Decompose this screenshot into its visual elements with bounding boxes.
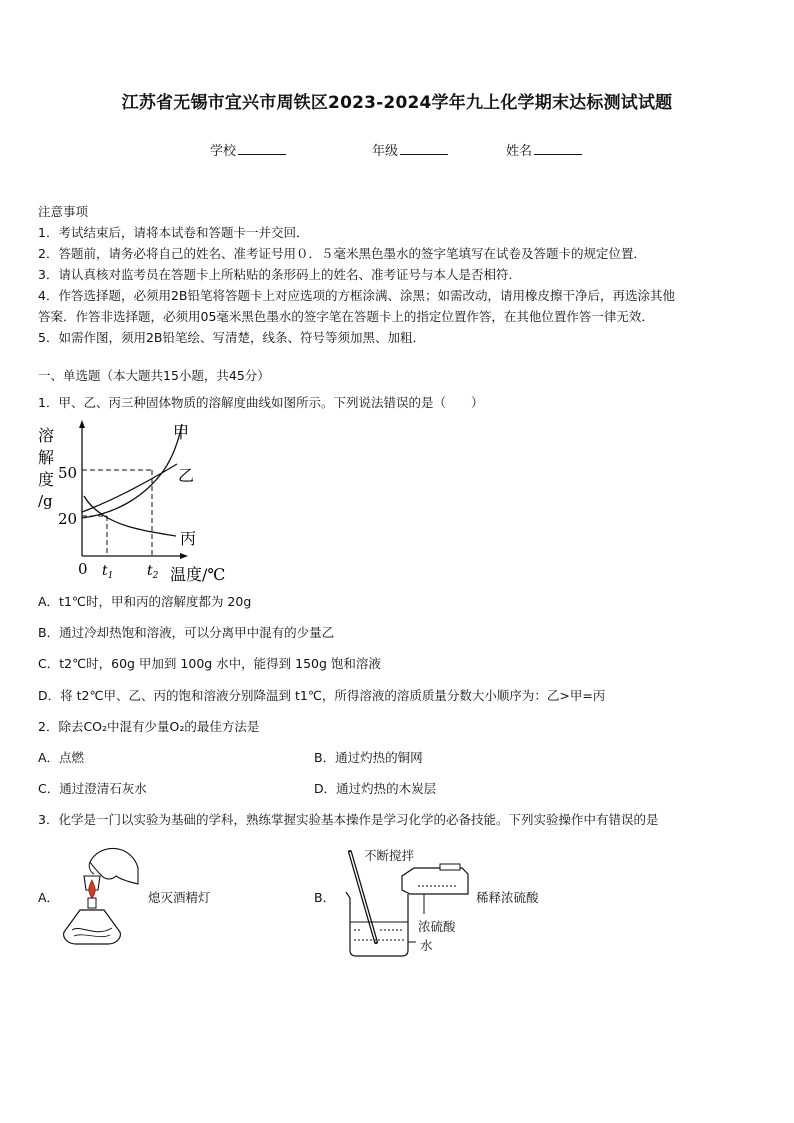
notice-item: 2．答题前，请务必将自己的姓名、准考证号用０．５毫米黑色墨水的签字笔填写在试卷及答题卡的规定位置． [38, 246, 646, 261]
grade-blank [400, 142, 448, 155]
grade-field [372, 140, 448, 159]
q3-option-b-stir: 不断搅拌 [364, 848, 415, 863]
curve-label-yi: 乙 [178, 466, 195, 485]
y-tick-20: 20 [58, 510, 78, 528]
x-axis-arrow [180, 553, 188, 559]
origin-label: 0 [78, 560, 88, 578]
q3-option-b-water: 水 [420, 938, 433, 953]
q3-option-a-caption: 熄灭酒精灯 [148, 890, 211, 905]
y-axis-label-char: 解 [38, 448, 55, 467]
name-field [506, 140, 582, 159]
name-label: 姓名 [506, 144, 533, 159]
q2-option-b: B．通过灼热的铜网 [314, 750, 423, 765]
y-tick-50: 50 [58, 464, 78, 482]
q1-stem: 1．甲、乙、丙三种固体物质的溶解度曲线如图所示。下列说法错误的是（ ） [38, 395, 484, 410]
curve-label-bing: 丙 [180, 529, 197, 548]
notice-heading: 注意事项 [38, 204, 89, 219]
notice-item: 5．如需作图，须用2B铅笔绘、写清楚，线条、符号等须加黑、加粗． [38, 330, 425, 345]
q3-option-b-label: B． [314, 890, 336, 905]
acid-bottle [402, 868, 468, 894]
y-axis-label-char: 溶 [38, 426, 55, 445]
notice-item: 4．作答选择题，必须用2B铅笔将答题卡上对应选项的方框涂满、涂黑；如需改动，请用橡皮擦干净后，再选涂其他 [38, 288, 675, 303]
q1-option-b: B．通过冷却热饱和溶液，可以分离甲中混有的少量乙 [38, 625, 335, 640]
y-axis-arrow [79, 420, 85, 428]
q3-option-a-label: A． [38, 890, 60, 905]
bottle-label [440, 864, 460, 870]
q2-option-d: D．通过灼热的木炭层 [314, 781, 437, 796]
exam-title: 江苏省无锡市宜兴市周铁区2023-2024学年九上化学期末达标测试试题 [121, 93, 673, 113]
x-tick-t1: $t_1$ [102, 563, 114, 581]
q2-option-a: A．点燃 [38, 750, 85, 765]
q3-stem: 3．化学是一门以实验为基础的学科，熟练掌握实验基本操作是学习化学的必备技能。下列实验操作中有错误的是 [38, 812, 659, 827]
q1-option-a: A．t1℃时，甲和丙的溶解度都为 20g [38, 594, 252, 609]
alcohol-lamp-illustration [60, 840, 140, 952]
solubility-graph [34, 418, 244, 588]
school-blank [238, 142, 286, 155]
school-label: 学校 [210, 144, 237, 159]
y-axis-label-char: /g [38, 492, 53, 510]
notice-item: 3．请认真核对监考员在答题卡上所粘贴的条形码上的姓名、准考证号与本人是否相符． [38, 267, 521, 282]
q3-option-b-acid: 浓硫酸 [418, 919, 456, 934]
q1-option-c: C．t2℃时，60g 甲加到 100g 水中，能得到 150g 饱和溶液 [38, 656, 381, 671]
lamp-body [64, 910, 121, 944]
curve-jia [82, 424, 182, 518]
y-axis-label-char: 度 [38, 470, 55, 489]
curve-label-jia: 甲 [173, 423, 190, 442]
wick-holder [88, 898, 96, 908]
beaker [346, 892, 408, 956]
school-field [210, 140, 286, 159]
q1-option-d: D．将 t2℃甲、乙、丙的饱和溶液分别降温到 t1℃，所得溶液的溶质质量分数大小顺序为：乙>甲=丙 [38, 688, 606, 703]
name-blank [534, 142, 582, 155]
notice-item: 1．考试结束后，请将本试卷和答题卡一并交回． [38, 225, 309, 240]
q2-stem: 2．除去CO₂中混有少量O₂的最佳方法是 [38, 719, 260, 734]
x-tick-t2: $t_2$ [147, 563, 159, 581]
notice-item: 答案．作答非选择题，必须用05毫米黑色墨水的签字笔在答题卡上的指定位置作答，在其他位置作答一律无效． [38, 309, 654, 324]
q3-option-b-caption: 稀释浓硫酸 [476, 890, 539, 905]
q2-option-c: C．通过澄清石灰水 [38, 781, 147, 796]
x-axis-label: 温度/℃ [170, 565, 226, 584]
grade-label: 年级 [372, 144, 399, 159]
section-heading: 一、单选题（本大题共15小题，共45分） [38, 368, 270, 383]
